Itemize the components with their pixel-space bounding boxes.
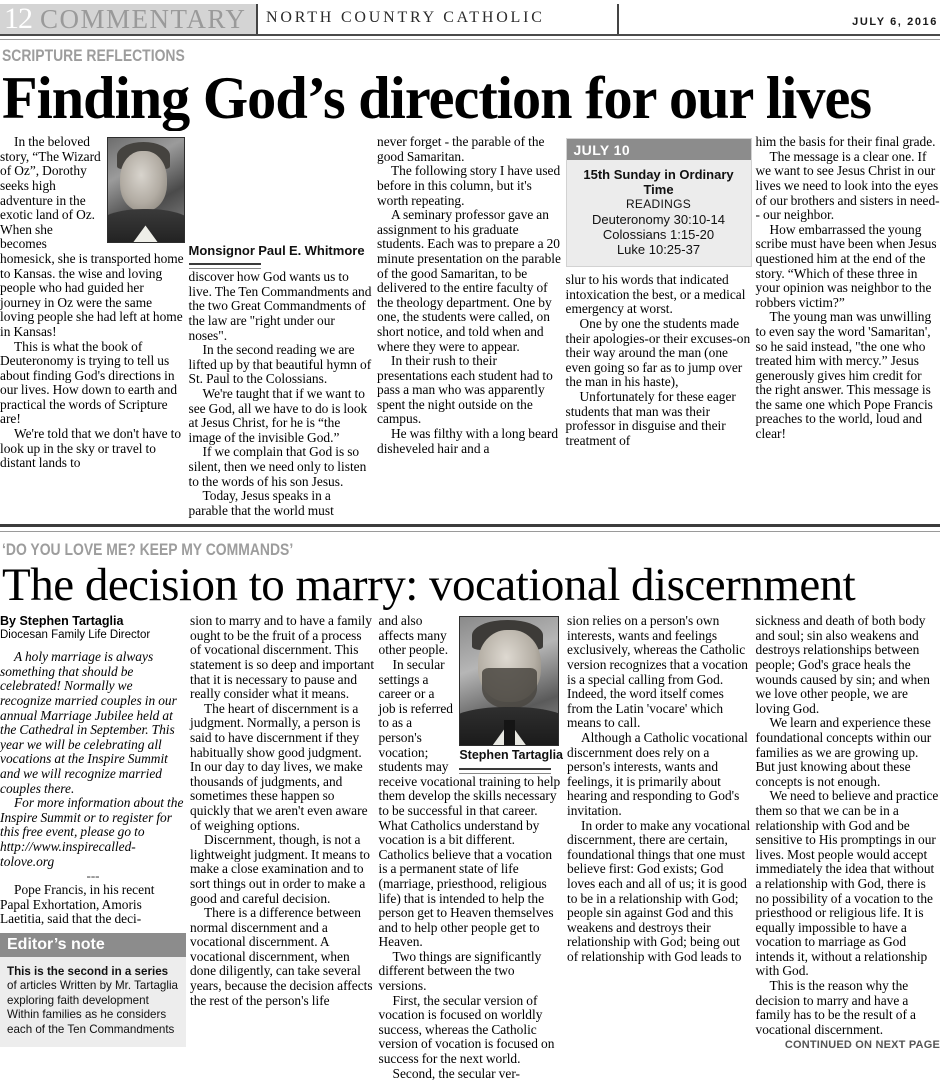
article2-byline-title: Diocesan Family Life Director: [0, 628, 186, 642]
article2-col2-text: [190, 614, 375, 1008]
tartaglia-photo: [459, 616, 559, 746]
paragraph: For more information about the Inspire Summit or to register for this free event, please go to http://www.inspirecalled-tolove.org: [0, 796, 186, 869]
article1-col5-text: [756, 135, 940, 441]
article2-column-4: [567, 614, 752, 1081]
masthead-underline: [0, 34, 940, 40]
paragraph: We're taught that if we want to see God, all we have to do is look at Jesus Christ, for he is “the image of the invisible God.”: [189, 387, 374, 445]
paragraph: We're told that we don't have to look up in the sky or travel to distant lands to: [0, 427, 185, 471]
masthead-divider-left: [256, 4, 258, 34]
article1-headline: Finding God’s direction for our lives: [2, 68, 912, 129]
article2-col5-text: [756, 614, 940, 1037]
continued-notice: CONTINUED ON NEXT PAGE: [756, 1039, 940, 1051]
paragraph: and also affects many other people.: [379, 614, 564, 658]
monsignor-photo: [107, 137, 185, 243]
article2-column-3: [379, 614, 564, 1081]
paragraph: In their rush to their presentations each student had to pass a man who was apparently spent the night outside on the campus.: [377, 354, 562, 427]
paragraph: There is a difference between normal discernment and a vocational discernment. A vocational discernment, when done diligently, can take several years, because the decision affects the rest of the person's life: [190, 906, 375, 1008]
masthead: [0, 4, 940, 38]
paragraph: Discernment, though, is not a lightweight judgment. It means to make a close examination and to sort things out in order to make a good and careful decision.: [190, 833, 375, 906]
paragraph: This is what the book of Deuteronomy is trying to tell us about finding God's directions in our lives. How down to earth and practical the words of Scripture are!: [0, 340, 185, 428]
readings-box-header: JULY 10: [567, 139, 751, 160]
reading-citation: Deuteronomy 30:10-14: [571, 212, 747, 227]
article-vocational-discernment: [0, 540, 940, 1081]
paragraph: In the beloved story, “The Wizard of Oz”, Dorothy seeks high adventure in the exotic land of Oz. When she becomes homesick, she is transported home to Kansas. the wise and loving people who had guided her journey in Oz were the same loving people she had left at home in Kansas!: [0, 135, 185, 339]
article2-col1-text: [0, 883, 186, 927]
newspaper-page: [0, 4, 940, 1087]
article2-byline: By Stephen Tartaglia: [0, 614, 186, 628]
reading-citation: Colossians 1:15-20: [571, 227, 747, 242]
editors-note-lead: This is the second in a series: [7, 965, 168, 978]
paragraph: Today, Jesus speaks in a parable that the world must: [189, 489, 374, 518]
paragraph: One by one the students made their apologies-or their excuses-on their way around the man (one even going so far as to jump over the man in his haste),: [566, 317, 752, 390]
article1-column-2: [189, 135, 374, 518]
paragraph: him the basis for their final grade.: [756, 135, 940, 150]
paragraph: In the second reading we are lifted up by that beautiful hymn of St. Paul to the Colossians.: [189, 343, 374, 387]
paragraph: He was filthy with a long beard disheveled hair and a: [377, 427, 562, 456]
article1-kicker: SCRIPTURE REFLECTIONS: [2, 46, 771, 66]
article2-headline: The decision to marry: vocational discernment: [2, 562, 940, 610]
article1-column-4: [566, 135, 752, 518]
paragraph: The message is a clear one. If we want to see Jesus Christ in our lives we need to look into the eyes of our brothers and sisters in need-- our neighbor.: [756, 150, 940, 223]
editors-note-text: of articles Written by Mr. Tartaglia exploring faith development Within families as he considers each of the Ten Commandments: [7, 979, 178, 1036]
issue-date: JULY 6, 2016: [852, 16, 938, 28]
paragraph: We learn and experience these foundational concepts within our families as we are growing up. But just knowing about these concepts is not enough.: [756, 716, 940, 789]
article2-column-1: [0, 614, 186, 1081]
readings-box: [566, 138, 752, 267]
tartaglia-photo-caption: Stephen Tartaglia: [459, 749, 563, 763]
paragraph: Second, the secular ver-: [379, 1067, 564, 1082]
paragraph: Although a Catholic vocational discernment does rely on a person's interests, wants and feelings, it is primarily about hearing and responding to God's invitation.: [567, 731, 752, 819]
article2-intro: [0, 650, 186, 869]
article-scripture-reflections: [0, 46, 940, 518]
paragraph: In secular settings a career or a job is referred to as a person's vocation; students may receive vocational training to help them develop the skills necessary to be successful in that career. What Catholics understand by vocation is a bit different. Catholics believe that a vocation is a permanent state of life (marriage, priesthood, religious life) that is intended to help the person get to Heaven themselves and to help other people get to Heaven.: [379, 658, 564, 950]
paragraph: sion relies on a person's own interests, wants and feelings exclusively, whereas the Catholic version recognizes that a vocation is a special calling from God. Indeed, the word itself comes from the Latin 'vocare' which means to call.: [567, 614, 752, 731]
section-name: COMMENTARY: [32, 6, 246, 33]
caption-rule: [459, 768, 551, 774]
paragraph: In order to make any vocational discernment, there are certain, foundational things that one must believe first: God exists; God loves each and all of us; it is good to be in a relationship with God; people sin against God and this weakens and destroys their relationship with God; being out of relationship with God leads to: [567, 819, 752, 965]
article1-col4-text: [566, 273, 752, 448]
article2-col4-text: [567, 614, 752, 964]
paragraph: A seminary professor gave an assignment to his graduate students. Each was to prepare a 20 minute presentation on the parable of the good Samaritan, to be delivered to the entire faculty of the theology department. One by one, the students were called, on short notice, and told when and where they were to appear.: [377, 208, 562, 354]
paragraph: Two things are significantly different between the two versions.: [379, 950, 564, 994]
article1-column-5: [756, 135, 940, 518]
paragraph: The heart of discernment is a judgment. Normally, a person is said to have discernment if they habitually show good judgment. In our day to day lives, we make thousands of judgments, and sometimes these happen so quickly that we aren't even aware of weighing options.: [190, 702, 375, 833]
readings-box-body: [567, 160, 751, 266]
paragraph: We need to believe and practice them so that we can be in a relationship with God and be sensitive to His promptings in our lives. Most people would accept immediately the idea that without a relationship with God, there is no possibility of a vocation to the priesthood or religious life. It is equally impossible to have a vocation to marriage as God intends it, without a relationship with God.: [756, 789, 940, 979]
editors-note-header: Editor’s note: [0, 933, 186, 957]
paragraph: This is the reason why the decision to marry and have a family has to be the result of a vocational discernment.: [756, 979, 940, 1037]
article1-columns: [0, 135, 940, 518]
article2-columns: [0, 614, 940, 1081]
editors-note-body: [0, 957, 186, 1048]
paragraph: Pope Francis, in his recent Papal Exhortation, Amoris Laetitia, said that the deci-: [0, 883, 186, 927]
paragraph: slur to his words that indicated intoxication the best, or a medical emergency at worst.: [566, 273, 752, 317]
paragraph: discover how God wants us to live. The Ten Commandments and the two Great Commandments of the law are "right under our noses".: [189, 135, 374, 343]
paragraph: never forget - the parable of the good Samaritan.: [377, 135, 562, 164]
page-number: 12: [0, 4, 32, 34]
article1-column-3: [377, 135, 562, 518]
paragraph: First, the secular version of vocation is focused on worldly success, whereas the Catholic version of vocation is focused on success for the next world.: [379, 994, 564, 1067]
masthead-section-block: [0, 4, 256, 34]
tartaglia-photo-block: [459, 616, 563, 774]
editors-note-box: [0, 933, 186, 1048]
article1-column-1: [0, 135, 185, 518]
readings-title: 15th Sunday in Ordinary Time: [571, 167, 747, 197]
monsignor-caption-block: [189, 137, 365, 269]
article2-column-2: [190, 614, 375, 1081]
paragraph: A holy marriage is always something that should be celebrated! Normally we recognize married couples in our annual Marriage Jubilee held at the Cathedral in September. This year we will be celebrating all vocations at the Inspire Summit and we will recognize married couples there.: [0, 650, 186, 796]
article-divider: [0, 524, 940, 532]
reading-citation: Luke 10:25-37: [571, 242, 747, 257]
article2-column-5: [756, 614, 940, 1081]
readings-subtitle: READINGS: [571, 197, 747, 212]
article1-col1-text: [0, 135, 185, 471]
paragraph-separator: ---: [0, 871, 186, 881]
paragraph: The young man was unwilling to even say the word 'Samaritan', so he said instead, "the one who treated him with mercy.” Jesus generously gives him credit for the right answer. This message is the same one which Pope Francis preaches to the world, loud and clear!: [756, 310, 940, 441]
article1-col2-text: [189, 135, 374, 518]
article2-kicker: ‘DO YOU LOVE ME? KEEP MY COMMANDS’: [2, 540, 771, 560]
paragraph: Unfortunately for these eager students that man was their professor in disguise and their treatment of: [566, 390, 752, 448]
paper-name: NORTH COUNTRY CATHOLIC: [266, 9, 545, 27]
monsignor-photo-block: [107, 137, 185, 243]
paragraph: sickness and death of both body and soul; sin also weakens and destroys relationships between people; God's grace heals the wounds caused by sin; and when we love other people, we are loving God.: [756, 614, 940, 716]
article2-col3-text: [379, 614, 564, 1081]
paragraph: How embarrassed the young scribe must have been when Jesus questioned him at the end of the story. “Which of these three in your opinion was neighbor to the robbers victim?”: [756, 223, 940, 311]
paragraph: sion to marry and to have a family ought to be the fruit of a process of vocational discernment. This statement is so deep and important that it is necessary to pause and really consider what it means.: [190, 614, 375, 702]
article1-col3-text: [377, 135, 562, 456]
paragraph: If we complain that God is so silent, then we need only to listen to the words of his son Jesus.: [189, 445, 374, 489]
paragraph: The following story I have used before in this column, but it's worth repeating.: [377, 164, 562, 208]
masthead-divider-right: [617, 4, 619, 34]
monsignor-photo-caption: Monsignor Paul E. Whitmore: [189, 244, 365, 258]
